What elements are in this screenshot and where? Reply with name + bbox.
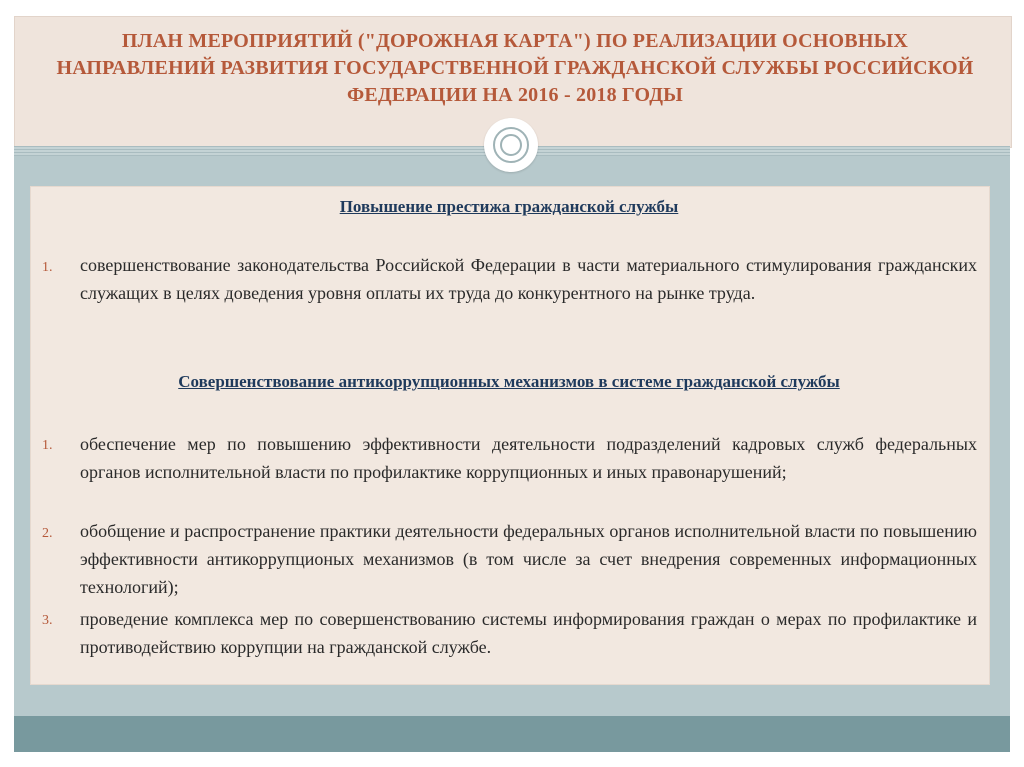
list-item: проведение комплекса мер по совершенствованию системы информирования граждан о мерах по профилактике и противодействию коррупции на гражданской службе. — [80, 609, 977, 657]
section-heading-prestige: Повышение престижа гражданской службы — [339, 197, 679, 216]
slide-title: ПЛАН МЕРОПРИЯТИЙ ("ДОРОЖНАЯ КАРТА") ПО РЕАЛИЗАЦИИ ОСНОВНЫХ НАПРАВЛЕНИЙ РАЗВИТИЯ ГОСУДАРСТВЕННОЙ ГРАЖДАНСКОЙ СЛУЖБЫ РОССИЙСКОЙ ФЕДЕРАЦИИ НА 2016 - 2018 ГОДЫ — [56, 30, 974, 106]
footer-bar — [14, 716, 1010, 752]
list-item: обеспечение мер по повышению эффективности деятельности подразделений кадровых служб федеральных органов исполнительной власти по профилактике коррупционных и иных правонарушений; — [80, 434, 977, 482]
section-heading-anticorruption: Совершенствование антикоррупционных механизмов в системе гражданской службы — [178, 372, 840, 391]
ring-ornament-icon — [484, 118, 538, 172]
ring-outer-circle — [493, 127, 529, 163]
list-item: обобщение и распространение практики деятельности федеральных органов исполнительной власти по повышению эффективности антикоррупционых механизмов (в том числе за счет внедрения современных информационных технологий); — [80, 521, 977, 597]
ring-inner-circle — [500, 134, 522, 156]
list-number: 1. — [42, 260, 53, 275]
list-item: совершенствование законодательства Российской Федерации в части материального стимулирования гражданских служащих в целях доведения уровня оплаты их труда до конкурентного на рынке труда. — [80, 255, 977, 303]
list-number: 3. — [42, 613, 53, 628]
list-number: 1. — [42, 438, 53, 453]
list-number: 2. — [42, 526, 53, 541]
